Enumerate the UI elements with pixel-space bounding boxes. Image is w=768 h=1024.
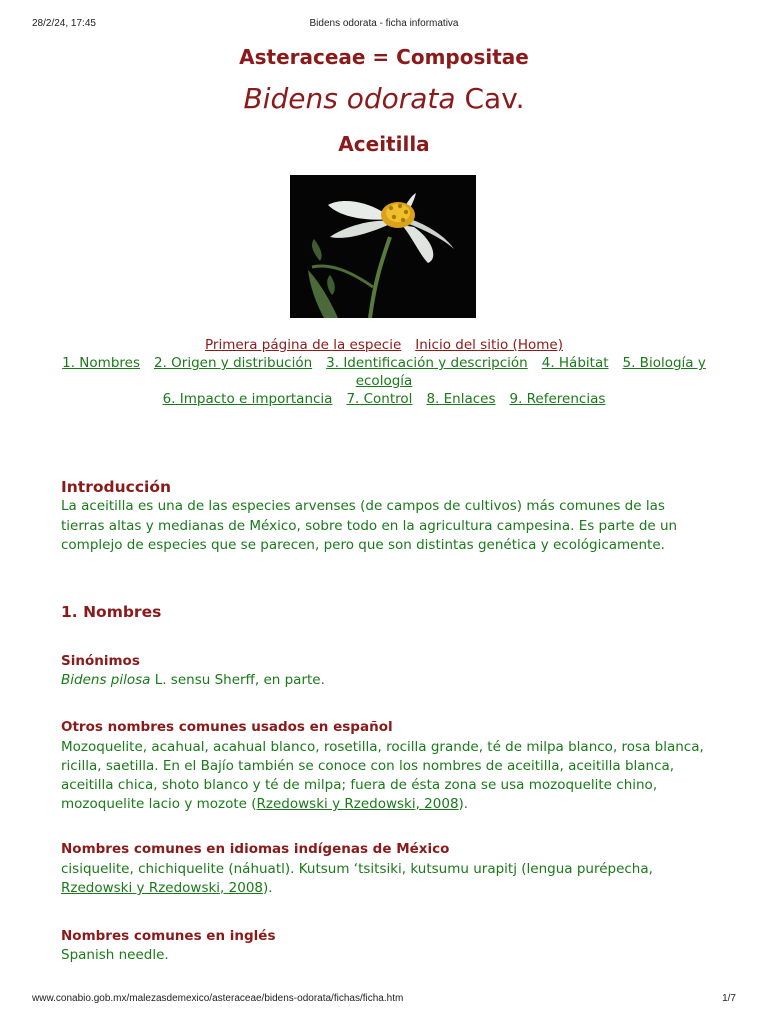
family-title: Asteraceae = Compositae (239, 45, 529, 69)
espanol-names-end: ). (458, 796, 469, 812)
sinonimos-heading: Sinónimos (61, 653, 140, 669)
nav-link-biologia[interactable]: 5. Biología y ecología (355, 355, 706, 389)
nav-link-impacto[interactable]: 6. Impacto e importancia (162, 391, 333, 407)
indigenous-names-text (61, 860, 711, 898)
nav-row-3 (60, 390, 708, 408)
nav-link-enlaces[interactable]: 8. Enlaces (426, 391, 496, 407)
common-name: Aceitilla (338, 132, 430, 156)
nav-link-identificacion[interactable]: 3. Identificación y descripción (326, 355, 528, 371)
sinonimo-name: Bidens pilosa (61, 672, 151, 688)
section-navigation (60, 336, 708, 408)
flower-photo-icon (290, 175, 476, 318)
print-footer (32, 993, 736, 1007)
print-datetime: 28/2/24, 17:45 (32, 18, 96, 29)
page-number: 1/7 (722, 993, 736, 1004)
indigenous-names-body: cisiquelite, chichiquelite (náhuatl). Kutsum ‘tsitsiki, kutsumu urapitj (lengua purépecha, (61, 861, 653, 877)
nav-link-control[interactable]: 7. Control (346, 391, 413, 407)
nav-row-1 (60, 336, 708, 354)
espanol-names-heading: Otros nombres comunes usados en español (61, 719, 393, 735)
print-url: www.conabio.gob.mx/malezasdemexico/asteraceae/bidens-odorata/fichas/ficha.htm (32, 993, 404, 1004)
english-names-text: Spanish needle. (61, 947, 169, 963)
espanol-names-body: Mozoquelite, acahual, acahual blanco, rosetilla, rocilla grande, té de milpa blanco, rosa blanca, ricilla, saetilla. En el Bajío también se conoce con los nombres de aceitilla, aceitilla blanca, aceitilla chica, shoto blanco y té de milpa; fuera de ésta zona se usa mozoquelite chino, mozoquelite lacio y mozote ( (61, 739, 704, 812)
intro-heading: Introducción (61, 478, 172, 496)
sinonimos-text (61, 671, 711, 690)
nav-link-inicio[interactable]: Inicio del sitio (Home) (415, 337, 563, 353)
nav-link-primera-pagina[interactable]: Primera página de la especie (205, 337, 402, 353)
sinonimo-author: L. sensu Sherff, en parte. (150, 672, 325, 688)
reference-link-rzedowski[interactable]: Rzedowski y Rzedowski, 2008 (256, 796, 459, 812)
intro-text: La aceitilla es una de las especies arvenses (de campos de cultivos) más comunes de las tierras altas y medianas de México, sobre todo en la agricultura campesina. Es parte de un complejo de especies que se parecen, pero que son distintas genética y ecológicamente. (61, 498, 678, 553)
espanol-names-text (61, 738, 711, 814)
nav-link-habitat[interactable]: 4. Hábitat (541, 355, 609, 371)
species-title (0, 82, 768, 115)
nav-link-nombres[interactable]: 1. Nombres (62, 355, 140, 371)
species-author: Cav. (455, 82, 525, 115)
english-names-heading: Nombres comunes en inglés (61, 928, 276, 944)
nav-link-referencias[interactable]: 9. Referencias (509, 391, 606, 407)
flower-photo (290, 175, 476, 318)
print-doc-title: Bidens odorata - ficha informativa (309, 18, 459, 29)
indigenous-names-end: ). (263, 880, 273, 896)
reference-link-rzedowski-2[interactable]: Rzedowski y Rzedowski, 2008 (61, 880, 263, 896)
indigenous-names-heading: Nombres comunes en idiomas indígenas de México (61, 841, 450, 857)
nav-link-origen[interactable]: 2. Origen y distribución (153, 355, 313, 371)
nombres-heading: 1. Nombres (61, 603, 162, 621)
print-header (32, 18, 736, 32)
nav-row-2 (60, 354, 708, 390)
species-name: Bidens odorata (243, 82, 456, 115)
